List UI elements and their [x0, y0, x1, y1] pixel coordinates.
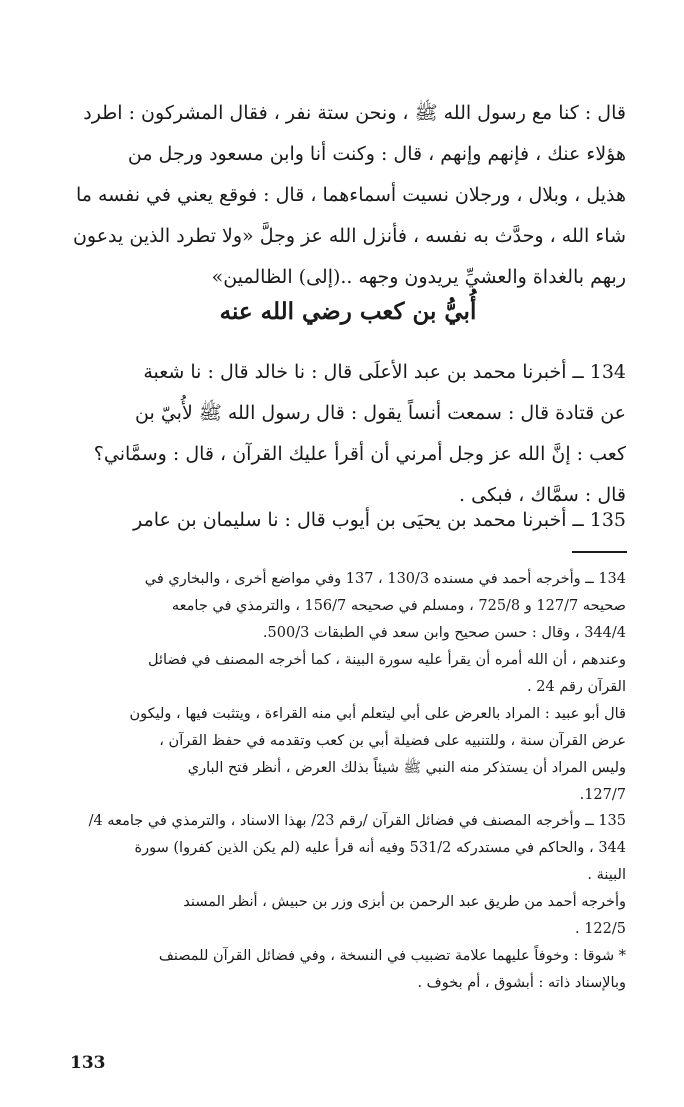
- text-line: هذيل ، وبلال ، ورجلان نسيت أسماءهما ، قال : فوقع يعني في نفسه ما: [75, 184, 626, 206]
- footnote-line: 344 ، والحاكم في مستدركه 531/2 وفيه أنه قرأ عليه (لم يكن الذين كفروا) سورة: [134, 840, 626, 856]
- footnote-line: 135 ــ وأخرجه المصنف في فضائل القرآن /رقم 23/ بهذا الاسناد ، والترمذي في جامعه 4/: [88, 813, 626, 829]
- footnote-line: وبالإسناد ذاته : أبشوق ، أم بخوف .: [417, 975, 626, 991]
- text-line: كعب : إنَّ الله عز وجل أمرني أن أقرأ عليك القرآن ، قال : وسمَّاني؟: [93, 443, 626, 465]
- page-number: 133: [70, 1053, 106, 1073]
- footnote-line: * شوقا : وخوفاً عليهما علامة تضبيب في النسخة ، وفي فضائل القرآن للمصنف: [158, 948, 626, 964]
- footnote-line: البينة .: [587, 867, 626, 883]
- text-line: ربهم بالغداة والعشيِّ يريدون وجهه ..(إلى) الظالمين»: [211, 266, 626, 288]
- footnote-line: القرآن رقم 24 .: [527, 679, 626, 695]
- footnote-line: عرض القرآن سنة ، وللتنبيه على فضيلة أبي بن كعب وتقدمه في حفظ القرآن ،: [159, 733, 626, 749]
- text-line: قال : كنا مع رسول الله ﷺ ، ونحن ستة نفر ، فقال المشركون : اطرد: [83, 102, 626, 124]
- footnote-line: وليس المراد أن يستذكر منه النبي ﷺ شيئاً بذلك العرض ، أنظر فتح الباري: [187, 760, 626, 776]
- footnote-line: 134 ــ وأخرجه أحمد في مسنده 130/3 ، 137 وفي مواضع أخرى ، والبخاري في: [144, 571, 626, 587]
- text-line: 135 ــ أخبرنا محمد بن يحيَى بن أيوب قال : نا سليمان بن عامر: [133, 509, 626, 531]
- text-line: 134 ــ أخبرنا محمد بن عبد الأعلَى قال : نا خالد قال : نا شعبة: [143, 361, 626, 383]
- main-text-continuation: [70, 93, 626, 298]
- text-line: عن قتادة قال : سمعت أنساً يقول : قال رسول الله ﷺ لأُبيّ بن: [135, 402, 626, 424]
- footnote-line: صحيحه 127/7 و 725/8 ، ومسلم في صحيحه 156/7 ، والترمذي في جامعه: [171, 598, 626, 614]
- footnote-line: 127/7.: [579, 787, 626, 803]
- footnote-line: 344/4 ، وقال : حسن صحيح وابن سعد في الطبقات 500/3.: [262, 625, 626, 641]
- text-line: شاء الله ، وحدَّث به نفسه ، فأنزل الله عز وجلَّ «ولا تطرد الذين يدعون: [72, 225, 626, 247]
- text-line: هؤلاء عنك ، فإنهم وإنهم ، قال : وكنت أنا وابن مسعود ورجل من: [127, 143, 626, 165]
- section-heading: أُبيُّ بن كعب رضي الله عنه: [219, 298, 477, 325]
- footnote-line: وعندهم ، أن الله أمره أن يقرأ عليه سورة البينة ، كما أخرجه المصنف في فضائل: [148, 652, 626, 668]
- footnote-line: وأخرجه أحمد من طريق عبد الرحمن بن أبزى وزر بن حبيش ، أنظر المسند: [183, 894, 626, 910]
- footnote-135: [70, 808, 626, 997]
- footnote-line: 122/5 .: [574, 921, 626, 937]
- footnote-134: [70, 566, 626, 809]
- hadith-134: [70, 352, 626, 516]
- hadith-135: [70, 500, 626, 541]
- footnote-line: قال أبو عبيد : المراد بالعرض على أبي ليتعلم أبي منه القراءة ، ويتثبت فيها ، وليكون: [129, 706, 626, 722]
- text-line: قال : سمَّاك ، فبكى .: [459, 484, 626, 506]
- footnote-separator: [572, 551, 627, 553]
